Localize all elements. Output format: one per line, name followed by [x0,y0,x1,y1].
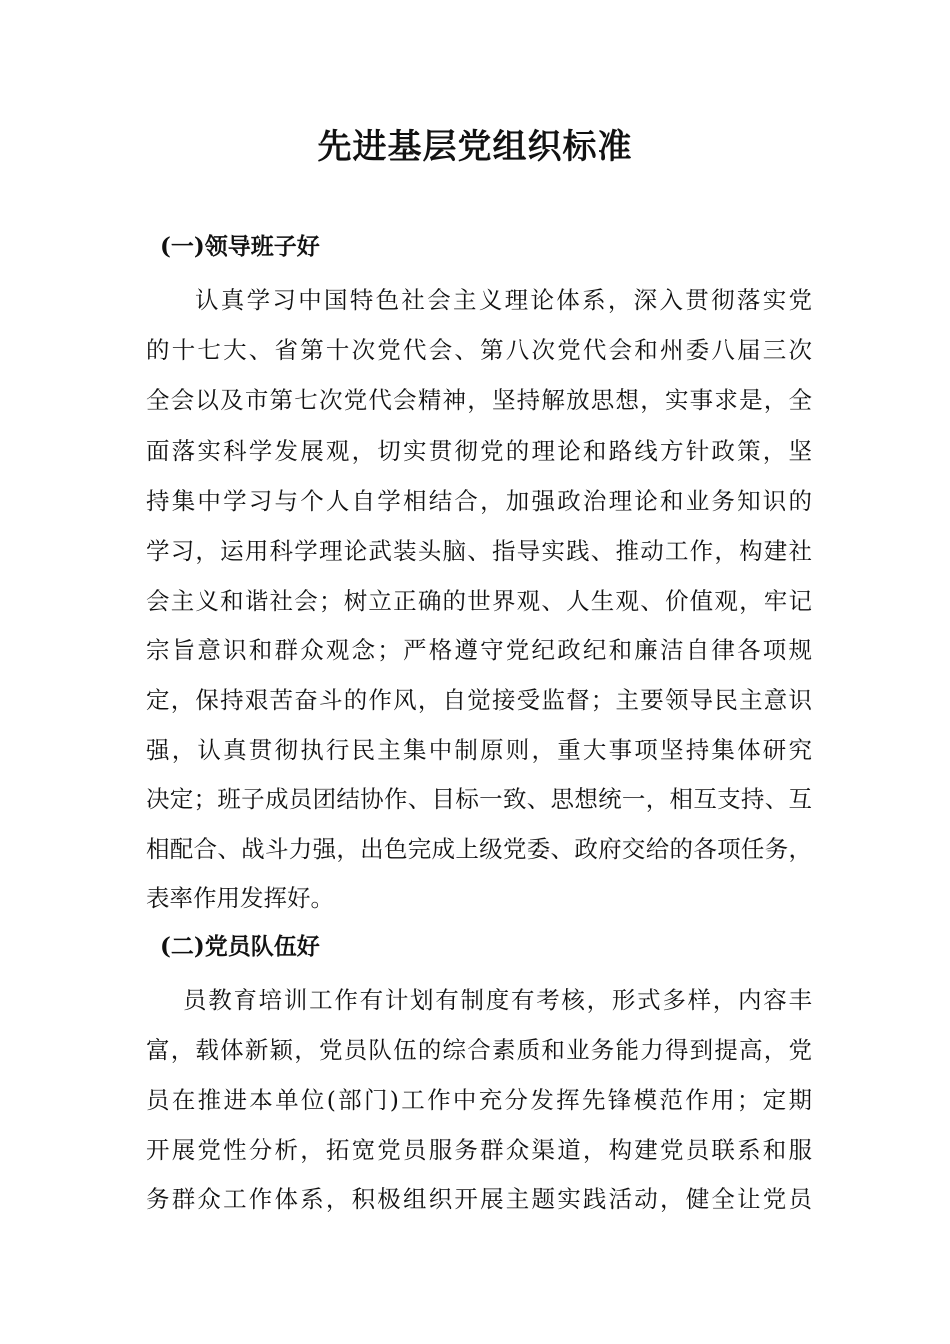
paragraph-line: 表率作用发挥好。 [146,884,334,912]
paragraph-line: 宗旨意识和群众观念；严格遵守党纪政纪和廉洁自律各项规 [146,636,812,664]
paragraph-line: 持集中学习与个人自学相结合，加强政治理论和业务知识的 [146,487,812,515]
paragraph-line: 员教育培训工作有计划有制度有考核，形式多样，内容丰 [183,986,812,1014]
section-heading-party-members: (二)党员队伍好 [160,933,320,960]
paragraph-line: 员在推进本单位(部门)工作中充分发挥先锋模范作用；定期 [146,1086,812,1114]
paragraph-line: 全会以及市第七次党代会精神，坚持解放思想，实事求是，全 [146,386,812,414]
paragraph-line: 的十七大、省第十次党代会、第八次党代会和州委八届三次 [146,336,812,364]
document-title: 先进基层党组织标准 [317,127,633,167]
section-heading-leadership: (一)领导班子好 [160,233,320,260]
paragraph-line: 学习，运用科学理论武装头脑、指导实践、推动工作，构建社 [146,537,812,565]
paragraph-line: 富，载体新颖，党员队伍的综合素质和业务能力得到提高，党 [146,1036,812,1064]
paragraph-line: 面落实科学发展观，切实贯彻党的理论和路线方针政策，坚 [146,437,812,465]
paragraph-line: 认真学习中国特色社会主义理论体系，深入贯彻落实党 [195,286,812,314]
paragraph-line: 定，保持艰苦奋斗的作风，自觉接受监督；主要领导民主意识 [146,686,812,714]
paragraph-line: 强，认真贯彻执行民主集中制原则，重大事项坚持集体研究 [146,736,812,764]
paragraph-line: 决定；班子成员团结协作、目标一致、思想统一，相互支持、互 [146,785,812,813]
paragraph-line: 会主义和谐社会；树立正确的世界观、人生观、价值观，牢记 [146,587,812,615]
paragraph-line: 务群众工作体系，积极组织开展主题实践活动，健全让党员 [146,1185,812,1213]
paragraph-line: 开展党性分析，拓宽党员服务群众渠道，构建党员联系和服 [146,1136,812,1164]
paragraph-line: 相配合、战斗力强，出色完成上级党委、政府交给的各项任务， [146,835,812,863]
